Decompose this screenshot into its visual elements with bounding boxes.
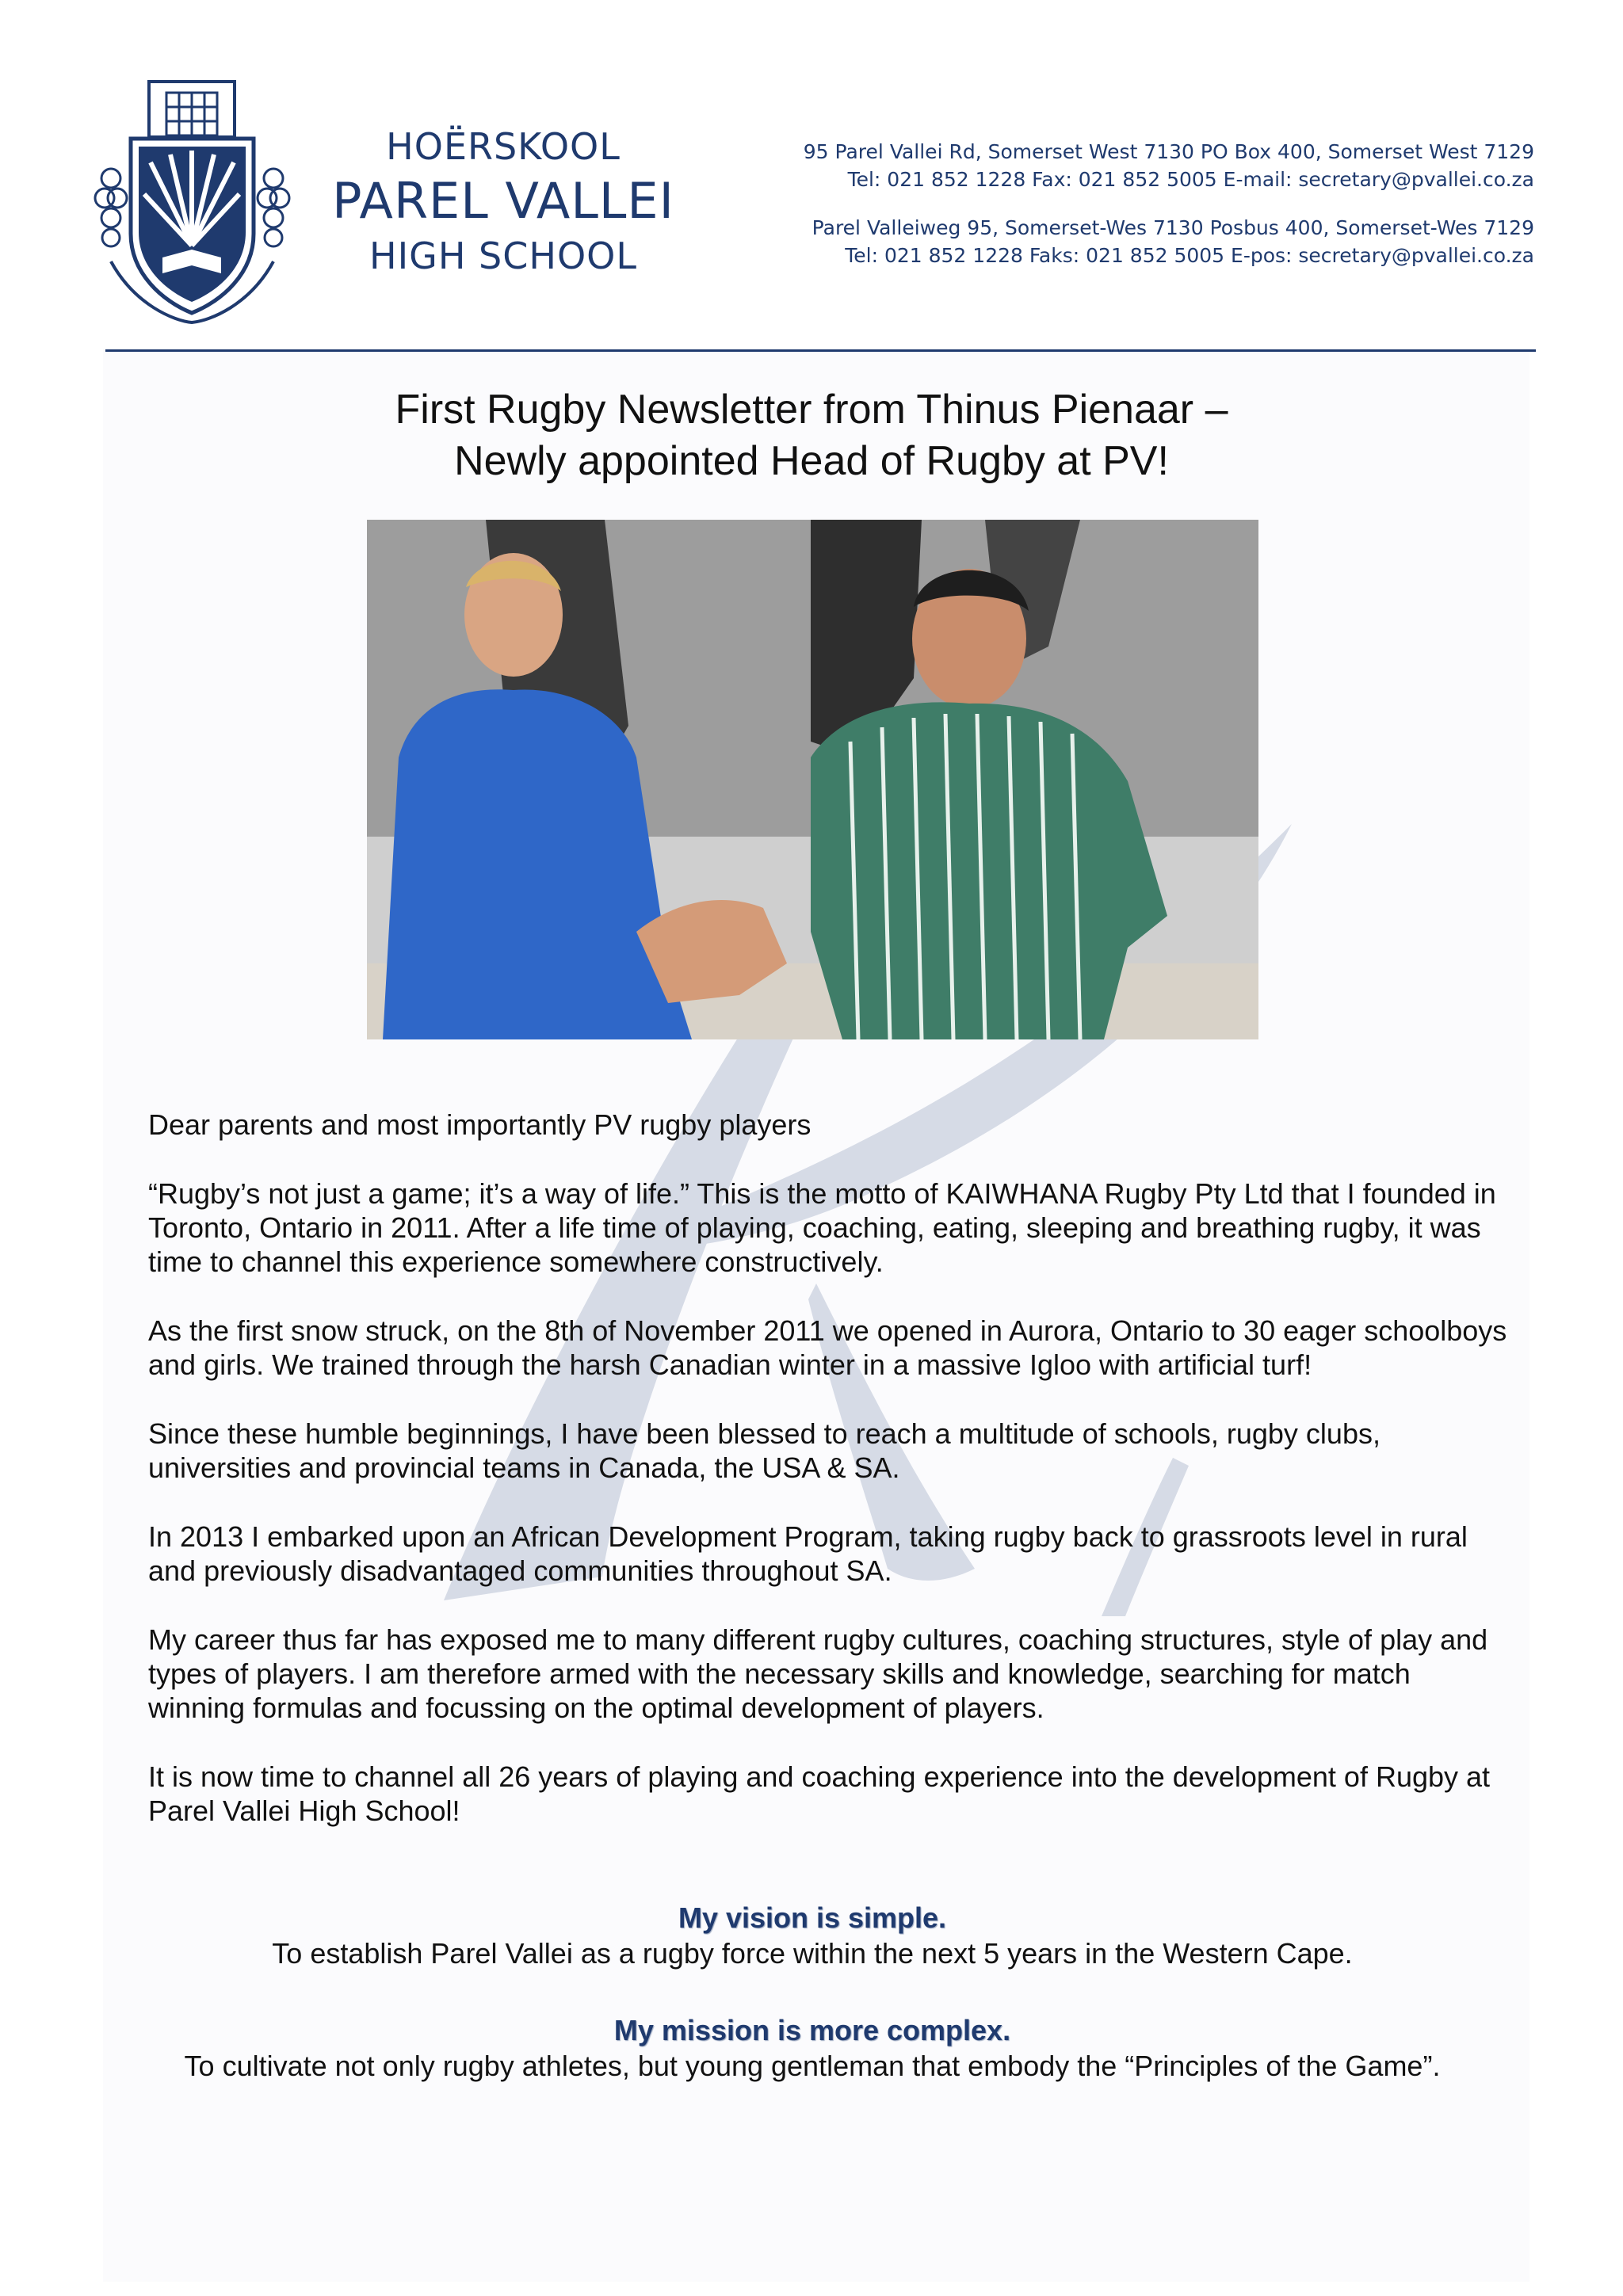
body-paragraph: “Rugby’s not just a game; it’s a way of life.” This is the motto of KAIWHANA Rugby Pty Ltd that I founded in Toronto, Ontario in 2011. After a life time of playing, coaching, eating, sleeping and breathing rugby, it was time to channel this experience somewhere constructively. [148, 1177, 1496, 1278]
body-paragraph: Since these humble beginnings, I have been blessed to reach a multitude of schools, rugby clubs, universities and provincial teams in Canada, the USA & SA. [148, 1417, 1381, 1484]
mission-text: To cultivate not only rugby athletes, but young gentleman that embody the “Principles of the Game”. [184, 2050, 1441, 2082]
school-name-line2: PAREL VALLEI [332, 172, 674, 230]
vision-heading: My vision is simple. [678, 1901, 947, 1934]
newsletter-body [148, 1108, 1511, 1863]
mission-section [111, 2012, 1514, 2084]
contact-address-en: 95 Parel Vallei Rd, Somerset West 7130 PO Box 400, Somerset West 7129 [803, 140, 1534, 163]
vision-text: To establish Parel Vallei as a rugby force within the next 5 years in the Western Cape. [272, 1937, 1353, 1970]
handshake-photo [367, 520, 1258, 1039]
body-paragraph: As the first snow struck, on the 8th of November 2011 we opened in Aurora, Ontario to 30 eager schoolboys and girls. We trained through the harsh Canadian winter in a massive Igloo with artificial turf! [148, 1314, 1507, 1381]
newsletter-title [238, 384, 1385, 487]
header-divider [105, 349, 1536, 352]
contact-afrikaans [726, 214, 1534, 269]
body-paragraph: In 2013 I embarked upon an African Development Program, taking rugby back to grassroots level in rural and previously disadvantaged communities throughout SA. [148, 1520, 1468, 1587]
contact-address-af: Parel Valleiweg 95, Somerset-Wes 7130 Posbus 400, Somerset-Wes 7129 [812, 216, 1534, 239]
contact-phone-af: Tel: 021 852 1228 Faks: 021 852 5005 E-pos: secretary@pvallei.co.za [845, 244, 1534, 267]
title-line2: Newly appointed Head of Rugby at PV! [454, 438, 1169, 484]
body-paragraph-greeting: Dear parents and most importantly PV rugby players [148, 1108, 812, 1141]
body-paragraph: It is now time to channel all 26 years of playing and coaching experience into the development of Rugby at Parel Vallei High School! [148, 1760, 1491, 1827]
school-crest-logo [87, 75, 297, 329]
school-name-line3: HIGH SCHOOL [369, 235, 637, 277]
body-paragraph: My career thus far has exposed me to many different rugby cultures, coaching structures, style of play and types of players. I am therefore armed with the necessary skills and knowledge, searching for match winning formulas and focussing on the optimal development of players. [148, 1623, 1488, 1724]
school-name-line1: HOËRSKOOL [386, 125, 621, 168]
contact-phone-en: Tel: 021 852 1228 Fax: 021 852 5005 E-mail: secretary@pvallei.co.za [847, 168, 1534, 191]
mission-heading: My mission is more complex. [613, 2014, 1011, 2046]
contact-english [726, 138, 1534, 193]
title-line1: First Rugby Newsletter from Thinus Pienaar – [395, 387, 1228, 433]
vision-section [111, 1900, 1514, 1971]
school-name [313, 123, 693, 280]
